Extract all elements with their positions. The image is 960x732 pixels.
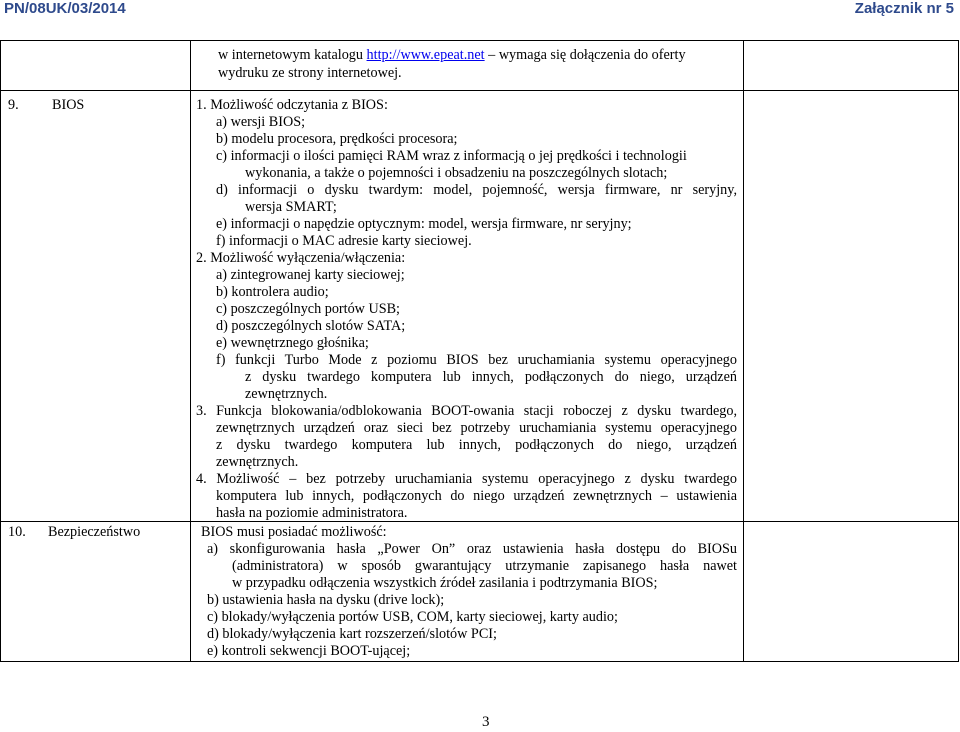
list-item-cont: z dysku twardego komputera lub innych, podłączonych do niego, urządzeń (216, 437, 737, 453)
list-item: d) poszczególnych slotów SATA; (216, 318, 406, 334)
list-item: 1. Możliwość odczytania z BIOS: (196, 97, 388, 113)
list-item-cont: hasła na poziomie administratora. (216, 505, 408, 521)
epeat-text-end: – wymaga się dołączenia do oferty (488, 47, 686, 63)
list-item: a) wersji BIOS; (216, 114, 306, 130)
list-item: e) wewnętrznego głośnika; (216, 335, 369, 351)
list-item: c) informacji o ilości pamięci RAM wraz z informacją o jej prędkości i technologii (216, 148, 687, 164)
page-number: 3 (482, 714, 490, 730)
list-item: e) informacji o napędzie optycznym: model, wersja firmware, nr seryjny; (216, 216, 632, 232)
list-item-cont: wykonania, a także o pojemności i obsadzeniu na poszczególnych slotach; (245, 165, 668, 181)
row-number: 9. (8, 97, 19, 113)
list-item: d) informacji o dysku twardym: model, pojemność, wersja firmware, nr seryjny, (216, 182, 737, 198)
epeat-text-line2: wydruku ze strony internetowej. (218, 65, 402, 81)
list-item: d) blokady/wyłączenia kart rozszerzeń/slotów PCI; (207, 626, 497, 642)
list-item-cont: (administratora) w sposób gwarantujący utrzymanie zapisanego hasła nawet (232, 558, 737, 574)
list-item: f) informacji o MAC adresie karty sieciowej. (216, 233, 472, 249)
list-item: 2. Możliwość wyłączenia/włączenia: (196, 250, 406, 266)
list-item: e) kontroli sekwencji BOOT-ującej; (207, 643, 411, 659)
list-item: c) blokady/wyłączenia portów USB, COM, karty sieciowej, karty audio; (207, 609, 618, 625)
list-item: b) kontrolera audio; (216, 284, 329, 300)
list-item: b) modelu procesora, prędkości procesora; (216, 131, 458, 147)
list-item: f) funkcji Turbo Mode z poziomu BIOS bez uruchamiania systemu operacyjnego (216, 352, 737, 368)
attachment-label: Załącznik nr 5 (854, 0, 954, 17)
list-item-cont: w przypadku odłączenia wszystkich źródeł zasilania i podtrzymania BIOS; (232, 575, 658, 591)
list-item-cont: zewnętrznych. (216, 454, 299, 470)
list-item: BIOS musi posiadać możliwość: (201, 524, 387, 540)
list-item-cont: z dysku twardego komputera lub innych, podłączonych do niego, urządzeń (245, 369, 737, 385)
row-number: 10. (8, 524, 26, 540)
document-id: PN/08UK/03/2014 (4, 0, 126, 17)
list-item-cont: komputera lub innych, podłączonych do niego urządzeń zewnętrznych – ustawienia (216, 488, 737, 504)
list-item: a) zintegrowanej karty sieciowej; (216, 267, 405, 283)
list-item: 4. Możliwość – bez potrzeby uruchamiania systemu operacyjnego z dysku twardego (196, 471, 737, 487)
list-item: 3. Funkcja blokowania/odblokowania BOOT-owania stacji roboczej z dysku twardego, (196, 403, 737, 419)
epeat-text-start: w internetowym katalogu (218, 47, 363, 63)
row-label: BIOS (52, 97, 85, 113)
list-item: a) skonfigurowania hasła „Power On” oraz ustawienia hasła dostępu do BIOSu (207, 541, 737, 557)
list-item-cont: zewnętrznych. (245, 386, 328, 402)
row-label: Bezpieczeństwo (48, 524, 141, 540)
list-item-cont: wersja SMART; (245, 199, 337, 215)
list-item: c) poszczególnych portów USB; (216, 301, 401, 317)
list-item: b) ustawienia hasła na dysku (drive lock); (207, 592, 445, 608)
list-item-cont: zewnętrznych urządzeń oraz sieci bez potrzeby uruchamiania systemu operacyjnego (216, 420, 737, 436)
epeat-link[interactable]: http://www.epeat.net (366, 47, 485, 63)
